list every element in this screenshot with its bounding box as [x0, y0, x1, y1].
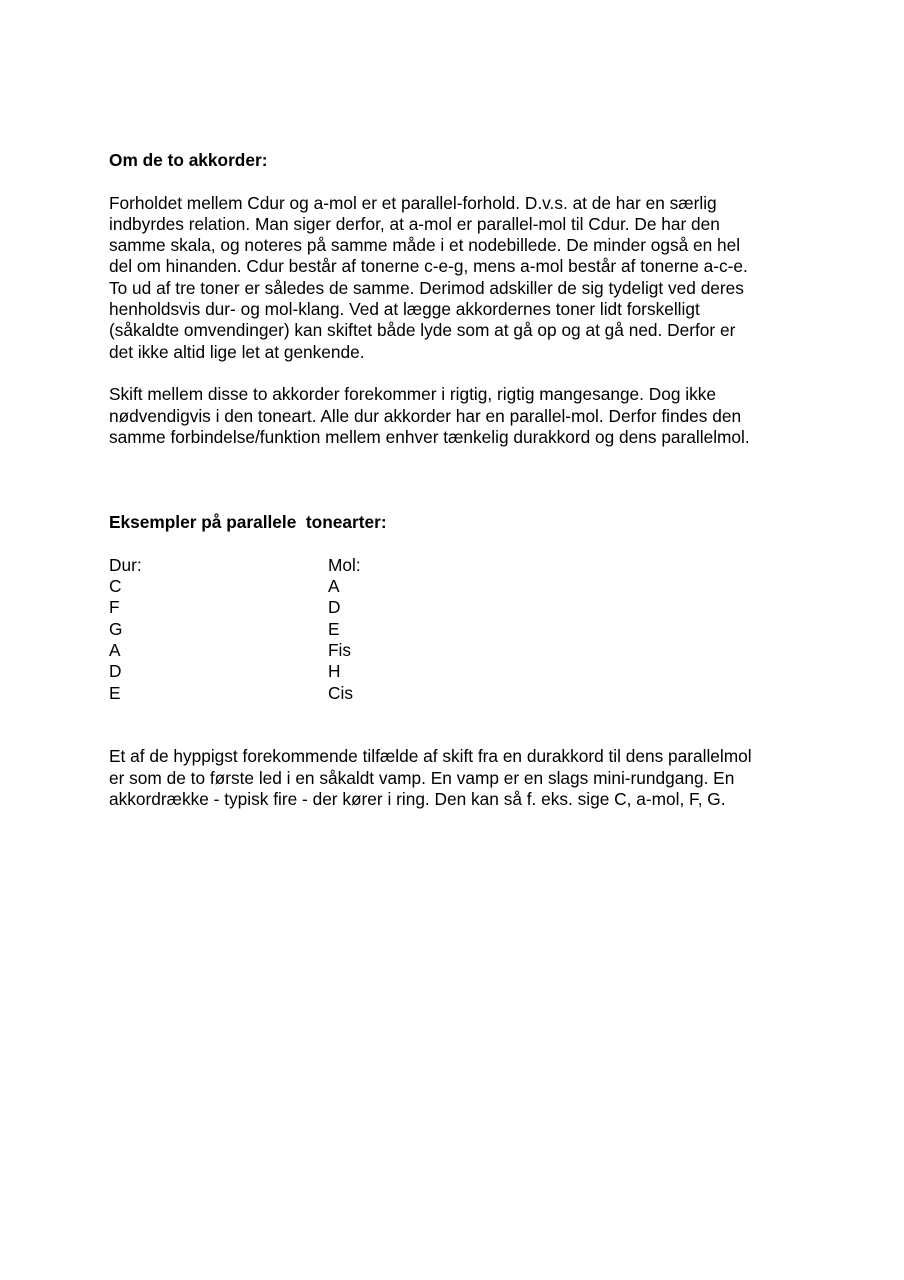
spacer	[109, 533, 809, 554]
text-line: Et af de hyppigst forekommende tilfælde af skift fra en durakkord til dens parallelmol	[109, 746, 752, 767]
section-heading-eksempler: Eksempler på parallele tonearter:	[109, 512, 387, 533]
text-line: (såkaldte omvendinger) kan skiftet både lyde som at gå op og at gå ned. Derfor er	[109, 320, 736, 341]
table-header-row	[109, 555, 809, 576]
text-line: det ikke altid lige let at genkende.	[109, 341, 365, 362]
dur-key: D	[109, 661, 122, 682]
dur-header: Dur:	[109, 554, 142, 575]
table-row	[109, 640, 809, 661]
mol-key: A	[328, 576, 340, 597]
spacer	[109, 448, 809, 512]
text-line: samme forbindelse/funktion mellem enhver tænkelig durakkord og dens parallelmol.	[109, 426, 750, 447]
table-row	[109, 619, 809, 640]
section-heading-akkorder: Om de to akkorder:	[109, 150, 268, 170]
spacer	[109, 171, 809, 192]
dur-key: F	[109, 597, 120, 618]
parallel-keys-table	[109, 555, 809, 704]
mol-key: Fis	[328, 639, 352, 660]
text-line: henholdsvis dur- og mol-klang. Ved at lægge akkordernes toner lidt forskelligt	[109, 299, 700, 320]
mol-key: Cis	[328, 682, 353, 703]
text-line: To ud af tre toner er således de samme. Derimod adskiller de sig tydeligt ved deres	[109, 277, 744, 298]
dur-key: E	[109, 682, 121, 703]
spacer	[109, 363, 809, 384]
text-line: Forholdet mellem Cdur og a-mol er et parallel-forhold. D.v.s. at de har en særlig	[109, 192, 717, 213]
paragraph-parallel-forhold	[109, 193, 809, 363]
mol-key: H	[328, 661, 341, 682]
text-line: samme skala, og noteres på samme måde i et nodebillede. De minder også en hel	[109, 235, 741, 256]
text-line: del om hinanden. Cdur består af tonerne c-e-g, mens a-mol består af tonerne a-c-e.	[109, 256, 748, 277]
text-line: er som de to første led i en såkaldt vamp. En vamp er en slags mini-rundgang. En	[109, 767, 735, 788]
table-row	[109, 683, 809, 704]
document-page	[109, 150, 809, 810]
text-line: nødvendigvis i den toneart. Alle dur akkorder har en parallel-mol. Derfor findes den	[109, 405, 742, 426]
text-line: akkordrække - typisk fire - der kører i ring. Den kan så f. eks. sige C, a-mol, F, G.	[109, 789, 726, 810]
dur-key: G	[109, 618, 123, 639]
mol-key: E	[328, 618, 340, 639]
paragraph-skift	[109, 384, 809, 448]
dur-key: C	[109, 576, 122, 597]
spacer	[109, 704, 809, 747]
text-line: indbyrdes relation. Man siger derfor, at a-mol er parallel-mol til Cdur. De har den	[109, 213, 720, 234]
text-line: Skift mellem disse to akkorder forekommer i rigtig, rigtig mangesange. Dog ikke	[109, 384, 717, 405]
table-row	[109, 661, 809, 682]
dur-key: A	[109, 639, 121, 660]
mol-key: D	[328, 597, 341, 618]
table-row	[109, 597, 809, 618]
table-row	[109, 576, 809, 597]
paragraph-vamp	[109, 746, 809, 810]
mol-header: Mol:	[328, 554, 361, 575]
